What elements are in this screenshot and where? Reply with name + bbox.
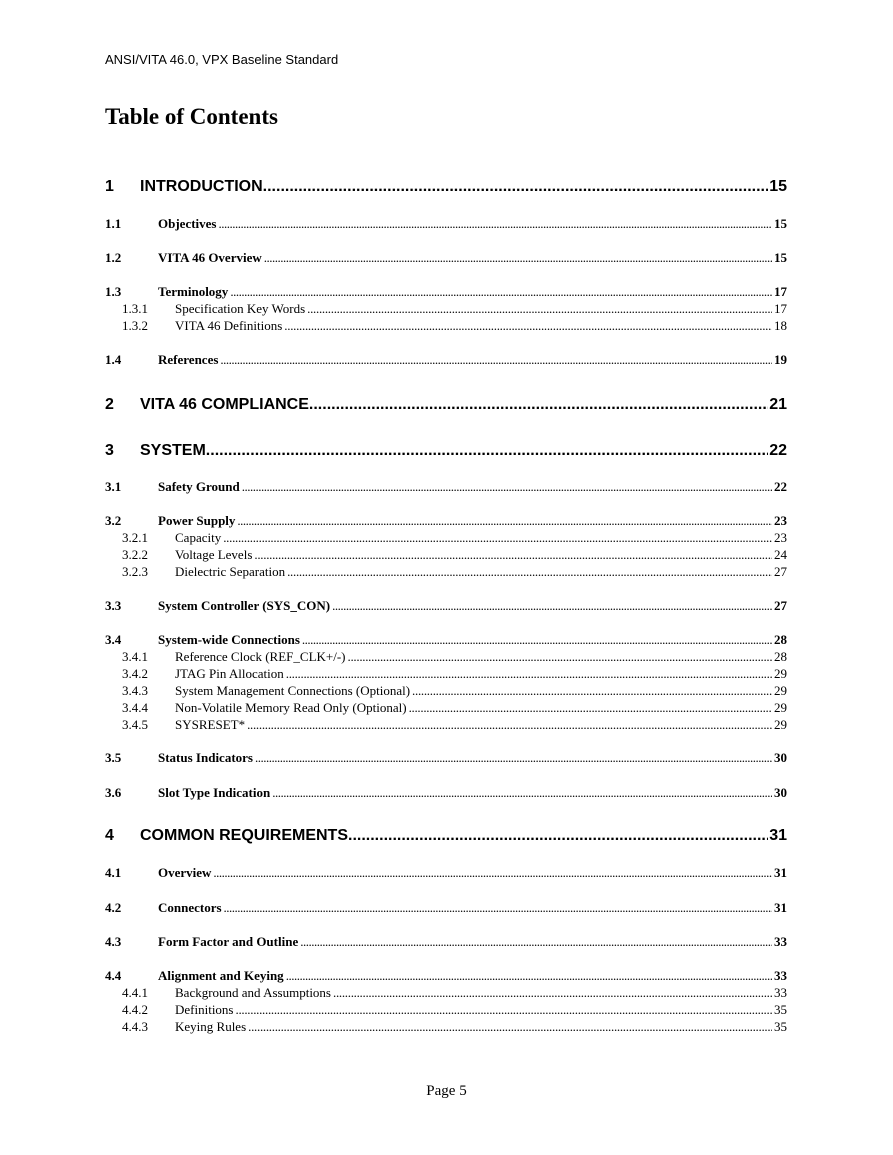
dot-leader — [220, 352, 772, 368]
toc-page-number: 30 — [774, 750, 787, 765]
toc-number: 3.2 — [105, 513, 122, 528]
page-footer: Page 5 — [426, 1083, 467, 1099]
toc-label: SYSTEM — [140, 442, 206, 459]
toc-number: 3.4.5 — [122, 717, 148, 732]
toc-label: VITA 46 COMPLIANCE — [140, 396, 309, 413]
toc-number: 3.2.1 — [122, 530, 148, 545]
dot-leader — [300, 934, 772, 950]
running-header: ANSI/VITA 46.0, VPX Baseline Standard — [105, 52, 339, 67]
dot-leader — [224, 900, 772, 916]
dot-leader — [230, 284, 772, 300]
toc-entry-chapter[interactable] — [105, 442, 787, 460]
toc-number: 3.3 — [105, 598, 122, 613]
toc-number: 4.4.2 — [122, 1002, 148, 1017]
toc-number: 3.2.3 — [122, 564, 148, 579]
dot-leader — [237, 513, 772, 529]
toc-number: 1.3.2 — [122, 318, 148, 333]
toc-page-number: 33 — [774, 968, 787, 983]
toc-page-number: 24 — [774, 547, 787, 562]
toc-page-number: 29 — [774, 666, 787, 681]
toc-label: Objectives — [158, 216, 217, 231]
toc-number: 1.4 — [105, 352, 122, 367]
toc-page-number: 23 — [774, 513, 787, 528]
toc-label: System Management Connections (Optional) — [175, 683, 411, 698]
toc-entry-section[interactable] — [105, 785, 787, 801]
toc-label: Keying Rules — [175, 1019, 247, 1034]
toc-entry-section[interactable] — [105, 250, 787, 266]
dot-leader — [255, 750, 772, 766]
page-title: Table of Contents — [105, 104, 278, 129]
toc-label: Specification Key Words — [175, 301, 306, 316]
toc-entry-chapter[interactable] — [105, 827, 787, 845]
toc-label: Slot Type Indication — [158, 785, 271, 800]
toc-label: SYSRESET* — [175, 717, 246, 732]
toc-page-number: 31 — [769, 827, 787, 844]
toc-page-number: 31 — [774, 900, 787, 915]
dot-leader — [286, 666, 772, 682]
toc-entry-chapter[interactable] — [105, 178, 787, 196]
toc-entry-subsection[interactable] — [105, 700, 787, 716]
toc-entry-section[interactable] — [105, 968, 787, 984]
toc-entry-section[interactable] — [105, 216, 787, 232]
toc-label: Non-Volatile Memory Read Only (Optional) — [175, 700, 407, 715]
dot-leader — [254, 547, 772, 563]
toc-label: Connectors — [158, 900, 222, 915]
toc-entry-section[interactable] — [105, 934, 787, 950]
toc-entry-subsection[interactable] — [105, 1002, 787, 1018]
toc-number: 3.4.4 — [122, 700, 148, 715]
toc-page-number: 35 — [774, 1019, 787, 1034]
toc-page-number: 22 — [769, 442, 787, 459]
toc-number: 1.2 — [105, 250, 122, 265]
toc-label: System Controller (SYS_CON) — [158, 598, 331, 613]
toc-number: 3.4.2 — [122, 666, 148, 681]
toc-number: 4.4 — [105, 968, 122, 983]
toc-label: COMMON REQUIREMENTS — [140, 827, 348, 844]
toc-number: 3.6 — [105, 785, 122, 800]
toc-page-number: 28 — [774, 649, 787, 664]
toc-label: Form Factor and Outline — [158, 934, 299, 949]
toc-number: 3.4 — [105, 632, 122, 647]
toc-page-number: 15 — [769, 178, 787, 195]
toc-label: Status Indicators — [158, 750, 253, 765]
toc-page-number: 27 — [774, 598, 787, 613]
toc-page-number: 29 — [774, 683, 787, 698]
toc-number: 4 — [105, 827, 114, 844]
toc-label: VITA 46 Definitions — [175, 318, 283, 333]
dot-leader — [412, 683, 772, 699]
toc-page-number: 29 — [774, 700, 787, 715]
toc-entry-subsection[interactable] — [105, 530, 787, 546]
dot-leader — [302, 632, 772, 648]
toc-label: Terminology — [158, 284, 229, 299]
toc-label: Reference Clock (REF_CLK+/-) — [175, 649, 346, 664]
toc-entry-subsection[interactable] — [105, 717, 787, 733]
toc-entry-section[interactable] — [105, 865, 787, 881]
dot-leader — [263, 178, 769, 196]
toc-number: 3.4.3 — [122, 683, 148, 698]
toc-number: 1 — [105, 178, 114, 195]
toc-entry-section[interactable] — [105, 632, 787, 648]
toc-label: Background and Assumptions — [175, 985, 331, 1000]
dot-leader — [264, 250, 772, 266]
toc-label: Overview — [158, 865, 212, 880]
toc-page-number: 35 — [774, 1002, 787, 1017]
dot-leader — [218, 216, 772, 232]
dot-leader — [206, 442, 768, 460]
toc-page-number: 21 — [769, 396, 787, 413]
toc-page-number: 15 — [774, 216, 787, 231]
dot-leader — [247, 717, 772, 733]
dot-leader — [236, 1002, 773, 1018]
dot-leader — [307, 301, 772, 317]
dot-leader — [223, 530, 772, 546]
toc-page-number: 30 — [774, 785, 787, 800]
toc-entry-subsection[interactable] — [105, 649, 787, 665]
dot-leader — [248, 1019, 772, 1035]
toc-entry-subsection[interactable] — [105, 683, 787, 699]
toc-page-number: 33 — [774, 985, 787, 1000]
toc-number: 4.1 — [105, 865, 122, 880]
toc-number: 4.4.3 — [122, 1019, 148, 1034]
toc-entry-subsection[interactable] — [105, 1019, 787, 1035]
dot-leader — [213, 865, 772, 881]
toc-page-number: 27 — [774, 564, 787, 579]
dot-leader — [348, 827, 768, 845]
toc-entry-subsection[interactable] — [105, 301, 787, 317]
dot-leader — [284, 318, 772, 334]
toc-page-number: 23 — [774, 530, 787, 545]
dot-leader — [242, 479, 772, 495]
toc-entry-subsection[interactable] — [105, 666, 787, 682]
toc-number: 2 — [105, 396, 114, 413]
toc-number: 4.3 — [105, 934, 122, 949]
toc-number: 1.3 — [105, 284, 122, 299]
dot-leader — [286, 968, 772, 984]
toc-entry-subsection[interactable] — [105, 318, 787, 334]
toc-entry-section[interactable] — [105, 900, 787, 916]
toc-number: 3.5 — [105, 750, 122, 765]
toc-label: VITA 46 Overview — [158, 250, 262, 265]
toc-label: Alignment and Keying — [158, 968, 284, 983]
toc-number: 1.3.1 — [122, 301, 148, 316]
dot-leader — [287, 564, 772, 580]
toc-page-number: 22 — [774, 479, 787, 494]
toc-entry-subsection[interactable] — [105, 985, 787, 1001]
toc-entry-section[interactable] — [105, 513, 787, 529]
toc-entry-subsection[interactable] — [105, 547, 787, 563]
toc-entry-section[interactable] — [105, 750, 787, 766]
toc-entry-chapter[interactable] — [105, 396, 787, 414]
dot-leader — [409, 700, 772, 716]
toc-number: 3.4.1 — [122, 649, 148, 664]
toc-number: 4.4.1 — [122, 985, 148, 1000]
toc-label: Voltage Levels — [175, 547, 253, 562]
toc-page-number: 33 — [774, 934, 787, 949]
toc-number: 3 — [105, 442, 114, 459]
toc-number: 4.2 — [105, 900, 122, 915]
toc-page-number: 17 — [774, 301, 787, 316]
toc-page-number: 18 — [774, 318, 787, 333]
toc-page-number: 19 — [774, 352, 787, 367]
toc-entry-section[interactable] — [105, 598, 787, 614]
toc-label: JTAG Pin Allocation — [175, 666, 284, 681]
toc-entry-subsection[interactable] — [105, 564, 787, 580]
toc-label: INTRODUCTION — [140, 178, 263, 195]
toc-label: Capacity — [175, 530, 222, 545]
toc-page-number: 15 — [774, 250, 787, 265]
toc-label: References — [158, 352, 219, 367]
toc-label: Power Supply — [158, 513, 236, 528]
toc-number: 1.1 — [105, 216, 122, 231]
toc-entry-section[interactable] — [105, 352, 787, 368]
toc-number: 3.1 — [105, 479, 122, 494]
toc-number: 3.2.2 — [122, 547, 148, 562]
toc-label: Definitions — [175, 1002, 234, 1017]
toc-page-number: 28 — [774, 632, 787, 647]
dot-leader — [348, 649, 772, 665]
toc-entry-section[interactable] — [105, 479, 787, 495]
toc-label: System-wide Connections — [158, 632, 300, 647]
toc-label: Dielectric Separation — [175, 564, 286, 579]
dot-leader — [309, 396, 768, 414]
dot-leader — [272, 785, 772, 801]
toc-entry-section[interactable] — [105, 284, 787, 300]
toc-page-number: 29 — [774, 717, 787, 732]
toc-page-number: 31 — [774, 865, 787, 880]
toc-label: Safety Ground — [158, 479, 240, 494]
dot-leader — [332, 598, 772, 614]
dot-leader — [333, 985, 772, 1001]
toc-page-number: 17 — [774, 284, 787, 299]
